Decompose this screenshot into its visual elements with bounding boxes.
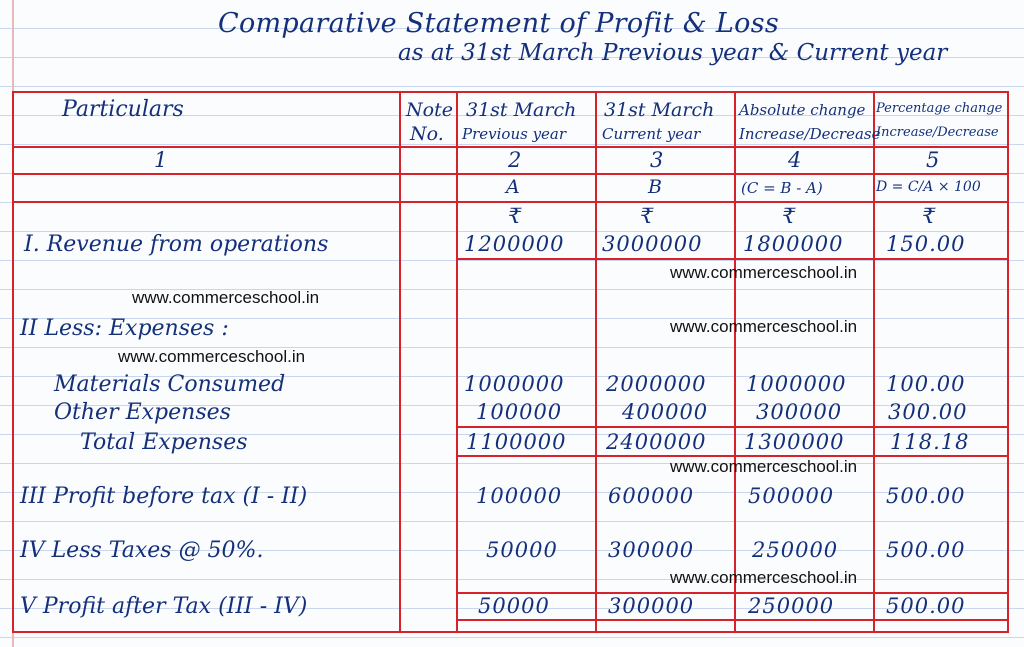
header-pct-l1: Percentage change (876, 101, 1003, 116)
other-pct: 300.00 (888, 400, 968, 424)
header-particulars: Particulars (62, 97, 184, 122)
watermark: www.commerceschool.in (670, 568, 858, 587)
pbt-abs: 500000 (748, 484, 835, 508)
watermark: www.commerceschool.in (132, 288, 320, 307)
total-curr: 2400000 (606, 430, 707, 454)
tax-curr: 300000 (608, 538, 695, 562)
currency-prev: ₹ (508, 204, 523, 228)
colnum-divider (12, 173, 1009, 175)
header-curr-l1: 31st March (604, 99, 715, 121)
tax-abs: 250000 (752, 538, 839, 562)
row-label-other: Other Expenses (54, 400, 231, 425)
colnum-1: 1 (154, 148, 169, 172)
revenue-prev: 1200000 (464, 232, 565, 256)
header-note-l1: Note (406, 99, 453, 121)
colnum-2: 2 (508, 148, 523, 172)
code-abs: (C = B - A) (741, 179, 823, 197)
pat-pct: 500.00 (886, 594, 966, 618)
other-abs: 300000 (756, 400, 843, 424)
row-label-materials: Materials Consumed (54, 372, 286, 397)
header-prev-l1: 31st March (466, 99, 577, 121)
revenue-abs: 1800000 (743, 232, 844, 256)
other-curr: 400000 (622, 400, 709, 424)
row-label-pbt: III Profit before tax (I - II) (20, 484, 308, 509)
materials-curr: 2000000 (606, 372, 707, 396)
code-divider (12, 201, 1009, 203)
currency-abs: ₹ (782, 204, 797, 228)
pat-abs: 250000 (748, 594, 835, 618)
revenue-pct: 150.00 (886, 232, 966, 256)
watermark: www.commerceschool.in (670, 263, 858, 282)
currency-pct: ₹ (922, 204, 937, 228)
tax-prev: 50000 (486, 538, 558, 562)
code-curr: B (648, 176, 662, 198)
pbt-prev: 100000 (476, 484, 563, 508)
materials-pct: 100.00 (886, 372, 966, 396)
pat-curr: 300000 (608, 594, 695, 618)
tax-pct: 500.00 (886, 538, 966, 562)
revenue-curr: 3000000 (602, 232, 703, 256)
row-label-tax: IV Less Taxes @ 50%. (20, 538, 264, 563)
header-curr-l2: Current year (602, 125, 701, 143)
colnum-5: 5 (926, 148, 941, 172)
row-label-pat: V Profit after Tax (III - IV) (20, 594, 308, 619)
statement-title: Comparative Statement of Profit & Loss (218, 8, 780, 39)
row-label-total: Total Expenses (80, 430, 248, 455)
total-abs: 1300000 (744, 430, 845, 454)
total-overline (456, 426, 1009, 428)
revenue-underline (456, 258, 1009, 260)
watermark: www.commerceschool.in (118, 347, 306, 366)
materials-abs: 1000000 (746, 372, 847, 396)
watermark: www.commerceschool.in (670, 457, 858, 476)
pbt-pct: 500.00 (886, 484, 966, 508)
header-pct-l2: Increase/Decrease (876, 125, 999, 140)
colnum-4: 4 (788, 148, 803, 172)
pat-prev: 50000 (478, 594, 550, 618)
header-prev-l2: Previous year (462, 125, 567, 143)
watermark: www.commerceschool.in (670, 317, 858, 336)
colnum-3: 3 (650, 148, 665, 172)
materials-prev: 1000000 (464, 372, 565, 396)
row-label-less-expenses: II Less: Expenses : (20, 316, 229, 341)
pbt-curr: 600000 (608, 484, 695, 508)
other-prev: 100000 (476, 400, 563, 424)
header-abs-l2: Increase/Decrease (739, 125, 881, 143)
code-pct: D = C/A × 100 (876, 179, 981, 195)
statement-subtitle: as at 31st March Previous year & Current year (398, 40, 948, 66)
total-prev: 1100000 (466, 430, 567, 454)
code-prev: A (506, 176, 520, 198)
header-abs-l1: Absolute change (739, 101, 866, 119)
total-pct: 118.18 (890, 430, 970, 454)
header-note-l2: No. (410, 123, 444, 145)
row-label-revenue: I. Revenue from operations (24, 232, 329, 257)
pat-underline (456, 619, 1009, 621)
currency-curr: ₹ (640, 204, 655, 228)
